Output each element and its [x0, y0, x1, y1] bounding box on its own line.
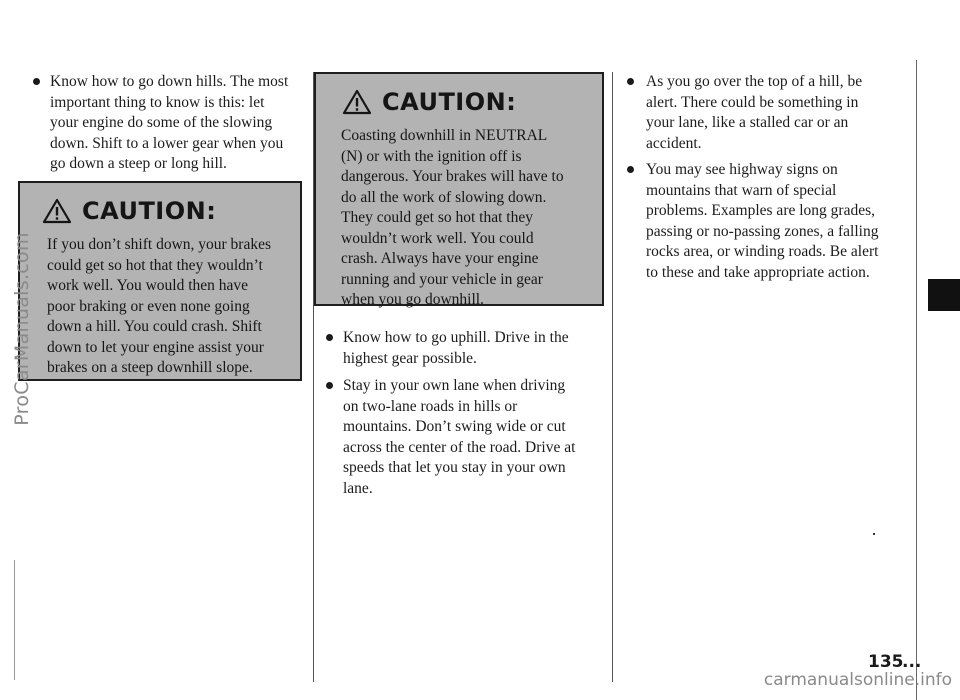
text-line: If you don’t shift down, your brakes: [47, 236, 272, 253]
text-line: down. Shift to a lower gear when you: [50, 134, 284, 152]
text-line: when you go downhill.: [341, 291, 484, 308]
text-line: down a hill. You could crash. Shift: [47, 318, 262, 335]
text-line: You may see highway signs on: [646, 161, 838, 178]
side-watermark: ProCarManuals.com: [11, 232, 33, 426]
text-line: do all the work of slowing down.: [341, 188, 547, 206]
page-edge-rule: [916, 60, 917, 700]
text-line: mountains that warn of special: [646, 181, 837, 199]
text-line: Know how to go down hills. The most: [50, 73, 289, 90]
left-bullet-go-down-hills: [33, 72, 308, 175]
text-line: alert. There could be something in: [646, 93, 859, 111]
text-line: passing or no-passing zones, a falling: [646, 222, 879, 240]
middle-bullet-own-lane: [326, 376, 610, 499]
caution-heading-text: CAUTION:: [382, 88, 517, 116]
text-line: They could get so hot that they: [341, 209, 533, 226]
text-line: dangerous. Your brakes will have to: [341, 168, 564, 185]
text-line: Stay in your own lane when driving: [343, 377, 566, 394]
text-line: As you go over the top of a hill, be: [646, 73, 863, 90]
caution-heading-text: CAUTION:: [82, 197, 217, 225]
bullet-icon: [33, 78, 40, 85]
page-number: 135: [868, 652, 904, 672]
text-line: mountains. Don’t swing wide or cut: [343, 418, 566, 435]
text-line: running and your vehicle in gear: [341, 270, 543, 288]
caution-heading: [342, 88, 516, 116]
right-bullet-highway-signs: [627, 160, 912, 283]
text-line: to these and take appropriate action.: [646, 263, 870, 281]
bullet-icon: [627, 166, 634, 173]
column-divider-right: [612, 72, 613, 682]
right-bullet-top-of-hill: [627, 72, 907, 154]
text-line: your lane, like a stalled car or an: [646, 114, 849, 131]
caution-heading: [42, 197, 216, 225]
warning-triangle-icon: [342, 89, 372, 115]
text-line: crash. Always have your engine: [341, 250, 539, 267]
text-line: across the center of the road. Drive at: [343, 438, 576, 456]
caution-box-coasting: [314, 72, 604, 306]
print-speck: [873, 533, 875, 535]
footer-watermark: carmanualsonline.info: [763, 670, 952, 690]
text-line: go down a steep or long hill.: [50, 155, 227, 172]
text-line: on two-lane roads in hills or: [343, 397, 518, 415]
text-line: highest gear possible.: [343, 349, 477, 367]
text-line: wouldn’t work well. You could: [341, 229, 534, 247]
bullet-icon: [326, 334, 333, 341]
text-line: speeds that let you stay in your own: [343, 459, 566, 476]
text-line: down to let your engine assist your: [47, 338, 264, 356]
text-line: (N) or with the ignition off is: [341, 147, 522, 165]
caution-box-shift-down: [18, 181, 302, 381]
caution-body: [47, 235, 299, 379]
text-line: brakes on a steep downhill slope.: [47, 359, 253, 376]
text-line: work well. You would then have: [47, 277, 249, 294]
text-line: Coasting downhill in NEUTRAL: [341, 127, 548, 144]
text-line: important thing to know is this: let: [50, 93, 265, 111]
text-line: poor braking or even none going: [47, 297, 250, 315]
bullet-icon: [627, 78, 634, 85]
section-tab-marker: [928, 279, 960, 311]
warning-triangle-icon: [42, 198, 72, 224]
text-line: your engine do some of the slowing: [50, 114, 273, 131]
text-line: could get so hot that they wouldn’t: [47, 256, 263, 274]
bullet-icon: [326, 382, 333, 389]
text-line: problems. Examples are long grades,: [646, 202, 875, 219]
page-number-dots: ...: [902, 652, 922, 672]
caution-body: [341, 126, 603, 311]
left-margin-rule: [14, 560, 15, 680]
middle-bullet-uphill: [326, 328, 606, 369]
text-line: accident.: [646, 134, 702, 152]
text-line: lane.: [343, 479, 373, 497]
text-line: Know how to go uphill. Drive in the: [343, 329, 569, 346]
text-line: rocks area, or winding roads. Be alert: [646, 243, 879, 260]
